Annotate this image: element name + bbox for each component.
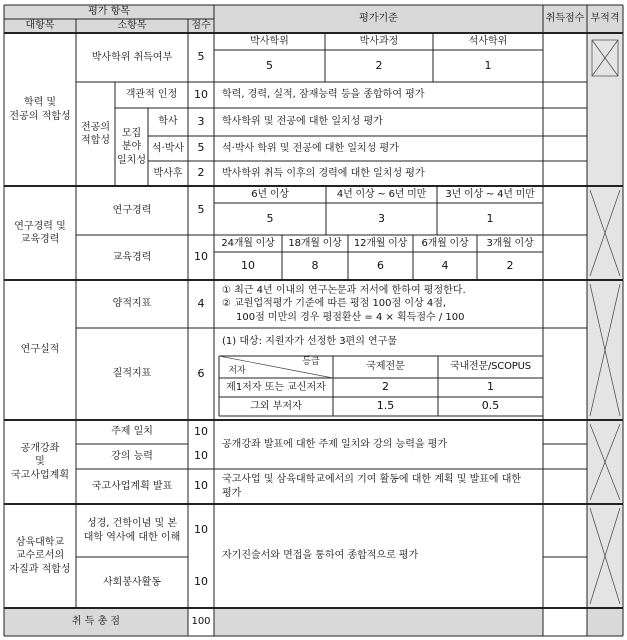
quant-line-1: ① 최근 4년 이내의 연구논문과 저서에 한하여 평정한다. bbox=[222, 284, 466, 296]
degree-minor-label: 박사학위 취득여부 bbox=[91, 51, 173, 63]
objective-points: 10 bbox=[194, 87, 208, 101]
qual-first-domestic: 1 bbox=[487, 380, 494, 394]
earned-faith[interactable] bbox=[543, 504, 587, 557]
master-minor-label: 석·박사 bbox=[151, 142, 185, 154]
bachelor-criteria: 학사학위 및 전공에 대한 일치성 평가 bbox=[222, 116, 383, 128]
qual-diag-bottom: 저자 bbox=[228, 366, 246, 377]
teaching-value-5: 2 bbox=[506, 258, 514, 272]
postdoc-points: 2 bbox=[197, 166, 205, 180]
teaching-value-2: 8 bbox=[311, 258, 319, 272]
postdoc-minor-label: 박사후 bbox=[153, 167, 183, 179]
objective-criteria: 학력, 경력, 실적, 잠재능력 등을 종합하여 평가 bbox=[222, 89, 425, 101]
quant-line-2: ② 교원업적평가 기준에 따른 평점 100점 이상 4점, bbox=[222, 298, 447, 310]
postdoc-criteria: 박사학위 취득 이후의 경력에 대한 일치성 평가 bbox=[222, 167, 425, 179]
ability-points: 10 bbox=[194, 449, 208, 463]
research-career-col-1: 6년 이상 bbox=[251, 188, 289, 200]
research-career-minor-label: 연구경력 bbox=[112, 204, 152, 216]
header-unsuitable: 부적격 bbox=[587, 5, 623, 33]
career-major-label: 연구경력 및 교육경력 bbox=[14, 220, 66, 245]
ability-minor-label: 강의 능력 bbox=[111, 450, 153, 462]
qualities-major-label: 삼육대학교 교수로서의 자질과 적합성 bbox=[9, 536, 71, 575]
lecture-major-label: 공개강좌 및 국고사업계획 bbox=[11, 442, 69, 481]
lecture-criteria: 공개강좌 발표에 대한 주제 일치와 강의 능력을 평가 bbox=[222, 438, 448, 450]
topic-points: 10 bbox=[194, 424, 208, 438]
suitability-label: 전공의 적합성 bbox=[81, 121, 110, 146]
earned-objective[interactable] bbox=[543, 82, 587, 108]
footer-total-label: 취 득 총 점 bbox=[4, 608, 188, 636]
qual-intro: (1) 대상: 지원자가 선정한 3편의 연구물 bbox=[222, 336, 398, 348]
earned-plan[interactable] bbox=[543, 469, 587, 504]
research-career-value-1: 5 bbox=[266, 211, 274, 225]
qual-co-domestic: 0.5 bbox=[481, 399, 500, 413]
degree-col-master: 석사학위 bbox=[468, 35, 508, 47]
research-career-points: 5 bbox=[197, 203, 205, 217]
plan-points: 10 bbox=[194, 479, 208, 493]
quant-line-3: 100점 미만의 경우 평점환산 = 4 × 획득점수 / 100 bbox=[236, 311, 465, 323]
earned-research-career[interactable] bbox=[543, 186, 587, 235]
research-career-value-2: 3 bbox=[378, 211, 385, 225]
teaching-minor-label: 교육경력 bbox=[112, 251, 152, 263]
header-earned: 취득점수 bbox=[543, 5, 587, 33]
objective-minor-label: 객관적 인정 bbox=[125, 89, 178, 101]
research-major-label: 연구실적 bbox=[20, 344, 60, 356]
earned-ability[interactable] bbox=[543, 444, 587, 469]
teaching-value-1: 10 bbox=[241, 258, 255, 272]
qual-diag-top: 등급 bbox=[302, 357, 320, 368]
teaching-col-1: 24개월 이상 bbox=[221, 237, 275, 249]
degree-value-master: 1 bbox=[484, 58, 492, 72]
earned-master[interactable] bbox=[543, 136, 587, 161]
service-minor-label: 사회봉사활동 bbox=[103, 576, 161, 588]
degree-col-phd-course: 박사과정 bbox=[359, 35, 399, 47]
quant-criteria bbox=[214, 280, 543, 328]
plan-minor-label: 국고사업계획 발표 bbox=[91, 480, 173, 492]
qual-points: 6 bbox=[197, 366, 205, 380]
service-points: 10 bbox=[194, 575, 208, 589]
research-career-value-3: 1 bbox=[486, 211, 494, 225]
earned-degree[interactable] bbox=[543, 33, 587, 82]
qual-first-intl: 2 bbox=[382, 380, 389, 394]
faith-points: 10 bbox=[194, 523, 208, 537]
quant-points: 4 bbox=[197, 296, 205, 310]
degree-points: 5 bbox=[197, 50, 205, 64]
research-career-col-3: 3년 이상 ~ 4년 미만 bbox=[445, 188, 535, 200]
recruit-field-label: 모집 분야 일치성 bbox=[117, 127, 146, 166]
earned-postdoc[interactable] bbox=[543, 161, 587, 186]
academic-major-label: 학력 및 전공의 적합성 bbox=[9, 97, 71, 122]
quant-minor-label: 양적지표 bbox=[112, 298, 152, 310]
teaching-col-3: 12개월 이상 bbox=[353, 237, 408, 249]
master-points: 5 bbox=[197, 141, 205, 155]
header-minor: 소항목 bbox=[76, 19, 188, 33]
degree-value-phd: 5 bbox=[266, 58, 273, 72]
bachelor-points: 3 bbox=[197, 114, 205, 128]
qual-row-co-author: 그외 부저자 bbox=[250, 400, 302, 412]
topic-minor-label: 주제 일치 bbox=[111, 426, 153, 438]
header-criteria: 평가기준 bbox=[214, 5, 543, 33]
earned-service[interactable] bbox=[543, 557, 587, 608]
header-points: 점수 bbox=[188, 19, 214, 33]
teaching-value-4: 4 bbox=[441, 258, 449, 272]
qual-col-domestic: 국내전문/SCOPUS bbox=[450, 361, 531, 373]
faith-minor-label: 성경, 건학이념 및 본 대학 역사에 대한 이해 bbox=[83, 518, 181, 543]
teaching-value-3: 6 bbox=[377, 258, 384, 272]
plan-criteria: 국고사업 및 삼육대학교에서의 기여 활동에 대한 계획 및 발표에 대한 평가 bbox=[222, 474, 522, 499]
footer-total-points: 100 bbox=[191, 616, 211, 628]
header-major: 대항목 bbox=[4, 19, 76, 33]
teaching-col-4: 6개월 이상 bbox=[421, 237, 469, 249]
teaching-col-5: 3개월 이상 bbox=[486, 237, 534, 249]
earned-qual[interactable] bbox=[543, 328, 587, 420]
master-criteria: 석·박사 학위 및 전공에 대한 일치성 평가 bbox=[222, 142, 399, 154]
earned-teaching[interactable] bbox=[543, 235, 587, 280]
qual-co-intl: 1.5 bbox=[376, 399, 395, 413]
qual-row-first-author: 제1저자 또는 교신저자 bbox=[226, 381, 326, 393]
earned-quant[interactable] bbox=[543, 280, 587, 328]
header-group-title: 평가 항목 bbox=[4, 5, 214, 19]
degree-value-phd-course: 2 bbox=[375, 58, 383, 72]
earned-topic[interactable] bbox=[543, 420, 587, 444]
qualities-criteria: 자기진술서와 면접을 통하여 종합적으로 평가 bbox=[222, 550, 419, 562]
qual-col-intl: 국제전문 bbox=[366, 361, 405, 373]
degree-col-phd: 박사학위 bbox=[250, 35, 289, 47]
bachelor-minor-label: 학사 bbox=[158, 116, 178, 128]
teaching-points: 10 bbox=[194, 250, 208, 264]
teaching-col-2: 18개월 이상 bbox=[288, 237, 342, 249]
earned-bachelor[interactable] bbox=[543, 108, 587, 136]
qual-minor-label: 질적지표 bbox=[112, 368, 152, 380]
research-career-col-2: 4년 이상 ~ 6년 미만 bbox=[336, 188, 427, 200]
